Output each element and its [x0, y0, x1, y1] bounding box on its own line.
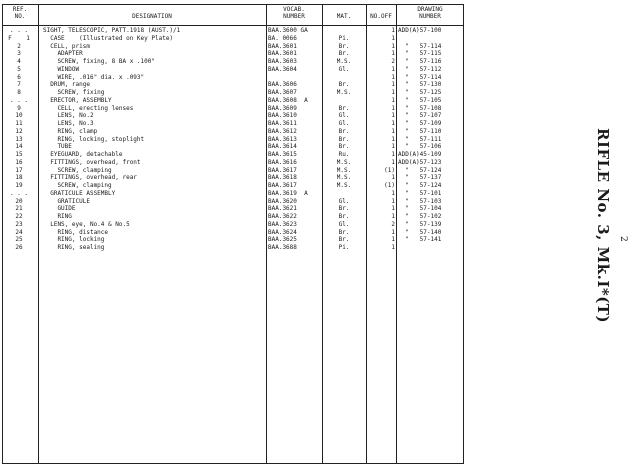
- ref-cell: 4: [17, 58, 21, 65]
- table-row: [0, 167, 464, 174]
- mat-cell: Br.: [338, 213, 350, 220]
- vocab-cell: BAA.3617: [268, 166, 297, 174]
- table-row: [0, 128, 464, 135]
- vocab-cell: BA. 0066: [268, 34, 297, 42]
- table-row: [0, 105, 464, 112]
- ref-cell: 18: [15, 174, 23, 182]
- vocab-cell: BAA.3601: [268, 42, 297, 50]
- designation-cell: CELL, erecting lenses: [43, 104, 134, 112]
- vocab-cell: BAA.3608 A: [268, 96, 308, 104]
- drawing-cell: " 57-103: [398, 197, 442, 205]
- mat-cell: M.S.: [336, 58, 352, 65]
- mat-cell: Br.: [338, 135, 350, 143]
- no-off-cell: 1: [391, 151, 395, 158]
- no-off-cell: (1): [384, 166, 395, 174]
- table-row: [0, 89, 464, 96]
- ref-cell: 23: [15, 220, 23, 228]
- no-off-cell: 1: [391, 197, 395, 205]
- no-off-cell: 1: [391, 189, 395, 197]
- designation-cell: ERECTOR, ASSEMBLY: [43, 96, 112, 104]
- drawing-cell: " 57-125: [398, 89, 442, 96]
- no-off-cell: 1: [391, 112, 395, 120]
- table-row: [0, 66, 464, 73]
- vocab-cell: BAA.3610: [268, 112, 297, 120]
- mat-cell: Br.: [338, 42, 350, 50]
- vocab-cell: BAA.3614: [268, 143, 297, 151]
- table-row: [0, 229, 464, 236]
- table-row: [0, 143, 464, 150]
- ref-cell: 21: [15, 205, 23, 213]
- mat-cell: Gl.: [338, 197, 350, 205]
- no-off-cell: 1: [391, 89, 395, 96]
- designation-cell: TUBE: [43, 143, 72, 151]
- no-off-cell: 1: [391, 236, 395, 244]
- ref-cell: 13: [15, 135, 23, 143]
- mat-cell: Pi.: [338, 34, 350, 42]
- page-number: 2: [618, 236, 628, 242]
- table-row: [0, 50, 464, 57]
- table-row: [0, 97, 464, 104]
- drawing-cell: " 57-115: [398, 50, 442, 58]
- ref-cell: 3: [17, 50, 21, 58]
- table-row: [0, 81, 464, 88]
- ref-cell: 17: [15, 166, 23, 174]
- no-off-cell: (1): [384, 182, 395, 189]
- no-off-cell: 1: [391, 120, 395, 127]
- drawing-cell: " 57-108: [398, 104, 442, 112]
- designation-cell: RING, locking: [43, 236, 105, 244]
- vocab-cell: BAA.3624: [268, 228, 297, 236]
- designation-cell: WIRE, .016" dia. x .093": [43, 73, 145, 81]
- mat-cell: Gl.: [338, 65, 350, 73]
- table-row: [0, 190, 464, 197]
- no-off-cell: 1: [391, 81, 395, 89]
- drawing-cell: " 57-139: [398, 220, 442, 228]
- designation-cell: GRATICULE: [43, 197, 90, 205]
- mat-cell: Br.: [338, 205, 350, 213]
- designation-cell: FITTINGS, overhead, front: [43, 158, 141, 166]
- table-row: [0, 74, 464, 81]
- ref-cell: 22: [15, 213, 23, 220]
- vocab-cell: BAA.3621: [268, 205, 297, 213]
- vocab-cell: BAA.3603: [268, 58, 297, 65]
- drawing-cell: " 57-140: [398, 228, 442, 236]
- no-off-cell: 1: [391, 228, 395, 236]
- drawing-cell: " 57-107: [398, 112, 442, 120]
- ref-cell: 2: [17, 42, 21, 50]
- ref-cell: 25: [15, 236, 23, 244]
- no-off-cell: 1: [391, 205, 395, 213]
- drawing-cell: " 57-114: [398, 42, 442, 50]
- mat-cell: M.S.: [336, 182, 352, 189]
- mat-cell: Br.: [338, 50, 350, 58]
- vocab-cell: BAA.3601: [268, 50, 297, 58]
- no-off-cell: 1: [391, 213, 395, 220]
- mat-cell: Br.: [338, 127, 350, 135]
- vocab-cell: BAA.3625: [268, 236, 297, 244]
- mat-cell: Ru.: [338, 151, 350, 158]
- designation-cell: CELL, prism: [43, 42, 90, 50]
- no-off-cell: 2: [391, 220, 395, 228]
- vocab-cell: BAA.3604: [268, 65, 297, 73]
- designation-cell: CASE (Illustrated on Key Plate): [43, 34, 174, 42]
- mat-cell: Gl.: [338, 112, 350, 120]
- table-row: [0, 182, 464, 189]
- ref-cell: 6: [17, 73, 21, 81]
- drawing-cell: " 57-141: [398, 236, 442, 244]
- table-row: [0, 35, 464, 42]
- side-title: RIFLE No. 3, Mk.I*(T): [594, 128, 612, 324]
- no-off-cell: 1: [391, 104, 395, 112]
- table-row: [0, 221, 464, 228]
- vocab-cell: BAA.3623: [268, 220, 297, 228]
- table-row: [0, 120, 464, 127]
- mat-cell: Gl.: [338, 120, 350, 127]
- designation-cell: SCREW, clamping: [43, 166, 112, 174]
- no-off-cell: 1: [391, 174, 395, 182]
- vocab-cell: BAA.3609: [268, 104, 297, 112]
- vocab-cell: BAA.3688: [268, 244, 297, 251]
- vocab-cell: BAA.3607: [268, 89, 297, 96]
- vocab-cell: BAA.3620: [268, 197, 297, 205]
- no-off-cell: 1: [391, 96, 395, 104]
- header-designation: DESIGNATION: [132, 13, 172, 20]
- mat-cell: M.S.: [336, 166, 352, 174]
- vocab-cell: BAA.3606: [268, 81, 297, 89]
- ref-cell: 20: [15, 197, 23, 205]
- drawing-cell: " 57-112: [398, 65, 442, 73]
- vocab-cell: BAA.3600 GA: [268, 27, 308, 34]
- mat-cell: Br.: [338, 104, 350, 112]
- designation-cell: SCREW, fixing: [43, 89, 105, 96]
- table-row: [0, 151, 464, 158]
- mat-cell: M.S.: [336, 174, 352, 182]
- drawing-cell: " 57-106: [398, 143, 442, 151]
- vocab-cell: BAA.3612: [268, 127, 297, 135]
- drawing-cell: " 57-109: [398, 120, 442, 127]
- no-off-cell: 1: [391, 42, 395, 50]
- designation-cell: LENS, No.3: [43, 120, 94, 127]
- no-off-cell: 1: [391, 34, 395, 42]
- table-row: [0, 58, 464, 65]
- ref-cell: 9: [17, 104, 21, 112]
- designation-cell: LENS, No.2: [43, 112, 94, 120]
- designation-cell: GRATICULE ASSEMBLY: [43, 189, 116, 197]
- designation-cell: SCREW, clamping: [43, 182, 112, 189]
- drawing-cell: " 57-116: [398, 58, 442, 65]
- ref-cell: 26: [15, 244, 23, 251]
- table-row: [0, 27, 464, 34]
- table-row: [0, 244, 464, 251]
- table-row: [0, 198, 464, 205]
- header-vocab-number: VOCAB. NUMBER: [283, 6, 305, 20]
- designation-cell: SIGHT, TELESCOPIC, PATT.1918 (AUST.)/1: [43, 27, 181, 34]
- ref-cell: 10: [15, 112, 23, 120]
- no-off-cell: 1: [391, 127, 395, 135]
- drawing-cell: " 57-105: [398, 96, 442, 104]
- table-row: [0, 205, 464, 212]
- ref-cell: 19: [15, 182, 23, 189]
- designation-cell: RING, locking, stoplight: [43, 135, 145, 143]
- table-row: [0, 174, 464, 181]
- ref-cell: 7: [17, 81, 21, 89]
- drawing-cell: " 57-130: [398, 81, 442, 89]
- table-row: [0, 236, 464, 243]
- drawing-cell: " 57-102: [398, 213, 442, 220]
- vocab-cell: BAA.3617: [268, 182, 297, 189]
- ref-cell: 11: [15, 120, 23, 127]
- designation-cell: FITTINGS, overhead, rear: [43, 174, 137, 182]
- no-off-cell: 1: [391, 244, 395, 251]
- vocab-cell: BAA.3613: [268, 135, 297, 143]
- designation-cell: RING, clamp: [43, 127, 98, 135]
- header-no-off: NO.OFF: [370, 13, 392, 20]
- no-off-cell: 1: [391, 73, 395, 81]
- ref-cell: F 1: [8, 34, 30, 42]
- vocab-cell: BAA.3611: [268, 120, 297, 127]
- no-off-cell: 1: [391, 158, 395, 166]
- mat-cell: Br.: [338, 143, 350, 151]
- drawing-cell: " 57-124: [398, 182, 442, 189]
- table-row: [0, 136, 464, 143]
- header-drawing-number: DRAWING NUMBER: [417, 6, 443, 20]
- drawing-cell: " 57-111: [398, 135, 442, 143]
- ref-cell: . . .: [9, 27, 29, 34]
- drawing-cell: ADD(A)57-100: [398, 27, 442, 34]
- mat-cell: Br.: [338, 228, 350, 236]
- ref-cell: 5: [17, 65, 21, 73]
- table-row: [0, 213, 464, 220]
- mat-cell: Br.: [338, 81, 350, 89]
- no-off-cell: 1: [391, 143, 395, 151]
- drawing-cell: " 57-137: [398, 174, 442, 182]
- ref-cell: . . .: [9, 96, 29, 104]
- designation-cell: DRUM, range: [43, 81, 90, 89]
- table-row: [0, 112, 464, 119]
- vocab-cell: BAA.3616: [268, 158, 297, 166]
- designation-cell: RING, sealing: [43, 244, 105, 251]
- drawing-cell: " 57-110: [398, 127, 442, 135]
- no-off-cell: 1: [391, 135, 395, 143]
- designation-cell: LENS, eye, No.4 & No.5: [43, 220, 130, 228]
- drawing-cell: " 57-124: [398, 166, 442, 174]
- vocab-cell: BAA.3619 A: [268, 189, 308, 197]
- drawing-cell: ADD(A)45-109: [398, 151, 442, 158]
- vocab-cell: BAA.3622: [268, 213, 297, 220]
- drawing-cell: " 57-114: [398, 73, 442, 81]
- table-row: [0, 159, 464, 166]
- no-off-cell: 1: [391, 50, 395, 58]
- ref-cell: 15: [15, 151, 23, 158]
- ref-cell: 14: [15, 143, 23, 151]
- ref-cell: 12: [15, 127, 23, 135]
- mat-cell: M.S.: [336, 89, 352, 96]
- ref-cell: 8: [17, 89, 21, 96]
- designation-cell: ADAPTER: [43, 50, 83, 58]
- ref-cell: . . .: [9, 189, 29, 197]
- ref-cell: 16: [15, 158, 23, 166]
- header-divider: [2, 25, 464, 26]
- no-off-cell: 1: [391, 65, 395, 73]
- no-off-cell: 2: [391, 58, 395, 65]
- drawing-cell: ADD(A)57-123: [398, 158, 442, 166]
- designation-cell: GUIDE: [43, 205, 76, 213]
- header-mat: MAT.: [336, 13, 352, 20]
- designation-cell: SCREW, fixing, 8 BA x .100": [43, 58, 155, 65]
- mat-cell: M.S.: [336, 158, 352, 166]
- mat-cell: Br.: [338, 236, 350, 244]
- ref-cell: 24: [15, 228, 23, 236]
- designation-cell: RING, distance: [43, 228, 109, 236]
- drawing-cell: " 57-101: [398, 189, 442, 197]
- designation-cell: RING: [43, 213, 72, 220]
- mat-cell: Pi.: [338, 244, 350, 251]
- mat-cell: Gl.: [338, 220, 350, 228]
- table-row: [0, 43, 464, 50]
- designation-cell: WINDOW: [43, 65, 80, 73]
- drawing-cell: " 57-104: [398, 205, 442, 213]
- header-ref-no: REF. NO.: [12, 6, 28, 20]
- vocab-cell: BAA.3618: [268, 174, 297, 182]
- vocab-cell: BAA.3615: [268, 151, 297, 158]
- designation-cell: EYEGUARD, detachable: [43, 151, 123, 158]
- no-off-cell: 1: [391, 27, 395, 34]
